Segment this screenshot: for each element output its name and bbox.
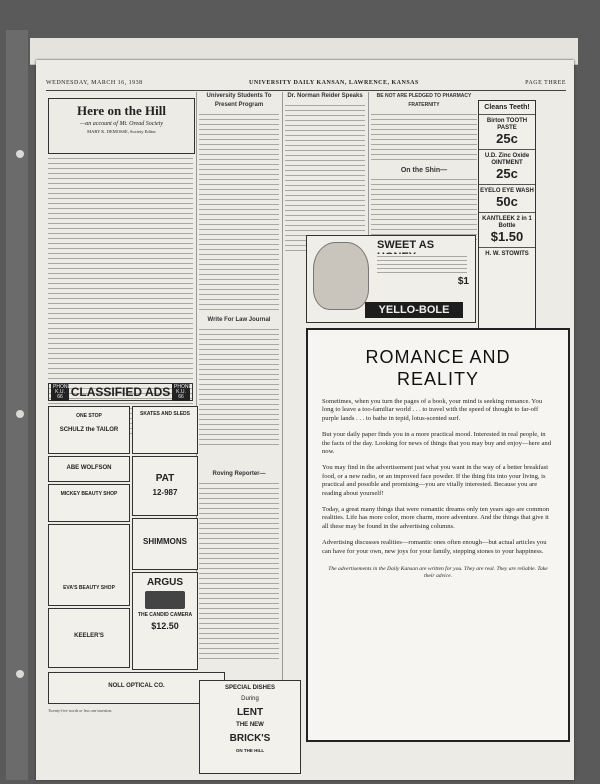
romance-title-line2: REALITY [396, 369, 480, 389]
drug-item-price: 25c [496, 131, 518, 146]
noll-label: NOLL OPTICAL CO. [108, 683, 165, 689]
pipe-ad-brand: YELLO-BOLE [365, 302, 463, 318]
camera-picture [145, 591, 185, 609]
col2-body-2 [199, 327, 279, 447]
header-page: PAGE THREE [525, 80, 566, 86]
binder-hole [16, 670, 24, 678]
romance-footer: The advertisements in the Daily Kansan are written for you. They are real. They are reliable. Take their advice. [328, 566, 548, 580]
romance-title [308, 346, 568, 390]
binder-hole [16, 150, 24, 158]
col4-body [371, 112, 477, 162]
special-line3: LENT [236, 707, 264, 718]
special-line2: During [241, 696, 259, 702]
header-masthead: UNIVERSITY DAILY KANSAN, LAWRENCE, KANSAS [248, 80, 419, 86]
drugstore-head-row [479, 101, 535, 115]
shimmons-ad [132, 518, 198, 570]
drug-item-name: Birton TOOTH PASTE [486, 118, 528, 131]
perms-number: 12-987 [152, 488, 178, 497]
shimmons-label: SHIMMONS [143, 537, 187, 546]
write-headline: Write For Law Journal [207, 317, 271, 323]
pat-label: PAT [155, 473, 175, 484]
abe-wolfson-ad [48, 456, 130, 482]
drugstore-head: Cleans Teeth! [484, 104, 530, 111]
column-3-lower [285, 235, 303, 665]
romance-paragraph: You may find in the advertisement just what you want in the way of a better breakfast food, or a new radio, or an improved face powder. If the thing fits into your living, is practical and possible and promising—you are vitally interested. Because you are reading about yourself! [322, 464, 549, 497]
mickey-beauty-ad [48, 484, 130, 522]
argus-price: $12.50 [151, 621, 179, 631]
column-4 [371, 92, 477, 242]
drug-item-name: U.D. Zinc Oxide OINTMENT [484, 153, 530, 166]
candid-label: THE CANDID CAMERA [137, 612, 193, 618]
classified-title: CLASSIFIED ADS [70, 385, 171, 399]
col4-headline: BE NOT ARE PLEDGED TO PHARMACY FRATERNITY [376, 93, 472, 108]
col3-body [285, 103, 365, 253]
roving-reporter-column [199, 470, 279, 670]
skates-ad [132, 406, 198, 454]
roving-headline: Roving Reporter— [212, 471, 266, 477]
here-on-hill-editor: MARY K. DEMOSSE, Society Editor [87, 129, 156, 134]
mickey-label: MICKEY BEAUTY SHOP [60, 491, 118, 497]
pipe-ad-headline: SWEET AS [377, 239, 435, 251]
schulz-label: SCHULZ the TAILOR [59, 427, 119, 433]
col4-body-2 [371, 177, 477, 242]
pipe-ad-price: $1 [457, 276, 469, 287]
column-rule [282, 92, 283, 742]
roving-body [199, 481, 279, 661]
romance-reality-ad [306, 328, 570, 742]
here-on-hill-box [48, 98, 195, 154]
header-date: WEDNESDAY, MARCH 16, 1938 [46, 80, 143, 86]
romance-paragraph: Today, a great many things that were romantic dreams only ten years ago are common realities. Life has more color, more charm, more adventure. And the things that give it all these may be found in the advertising columns. [322, 506, 550, 530]
classified-phone-right: PHONE K.U. 66 [174, 383, 192, 400]
one-stop-ad [48, 406, 130, 454]
woman-illustration [313, 242, 369, 310]
pipe-ad [306, 235, 476, 323]
drug-item-price: 50c [496, 194, 518, 209]
drugstore-ad [478, 100, 536, 338]
special-line4: THE NEW [236, 722, 264, 728]
on-shin-headline: On the Shin— [400, 167, 448, 174]
drug-item [479, 185, 535, 213]
drug-item-name: KANTLEEK 2 in 1 Bottle [482, 216, 532, 229]
special-line5: BRICK'S [229, 733, 271, 744]
special-line6: ON THE HILL [235, 748, 265, 753]
romance-paragraph: Sometimes, when you turn the pages of a book, your mind is seeking romance. You long to leave a too-familiar world . . . to travel with the speed of thought to far-off purple lands . . . to bathe in tepid, lotus-scented surf. [322, 398, 543, 422]
col2-body [199, 112, 279, 312]
special-dishes-ad [199, 680, 301, 774]
abe-wolfson-label: ABE WOLFSON [66, 465, 112, 471]
romance-paragraph: Advertising discusses realities—romantic ones often enough—but actual articles you can have for your own, new joys for your family, stepping stones to your happiness. [322, 539, 547, 555]
binder-strip [6, 30, 28, 780]
romance-paragraph: But your daily paper finds you in a more practical mood. Interested in real people, in the facts of the day. Looking for news of things that you may buy and enjoy—here and now. [322, 431, 552, 456]
here-on-hill-title: Here on the Hill [77, 103, 166, 118]
eva-label: EVA'S BEAUTY SHOP [63, 585, 115, 591]
classified-phone-left: PHONE K.U. 66 [53, 383, 71, 400]
one-stop-label: ONE STOP [76, 413, 102, 419]
argus-label: ARGUS [146, 577, 184, 588]
classified-ads-banner [48, 383, 193, 401]
romance-title-line1: ROMANCE AND [365, 347, 511, 367]
skates-label: SKATES AND SLEDS [139, 411, 190, 417]
here-on-hill-subtitle: —an account of Mt. Oread Society [79, 121, 164, 127]
drug-item-name: EYELO EYE WASH [480, 188, 534, 194]
pipe-ad-copy [377, 254, 467, 274]
argus-ad [132, 572, 198, 670]
column-2 [199, 92, 279, 462]
pat-hose-ad [132, 456, 198, 516]
page-header [46, 80, 566, 91]
eva-beauty-ad [48, 524, 130, 606]
binder-hole [16, 410, 24, 418]
drug-item-price: 25c [496, 166, 518, 181]
drug-item [479, 115, 535, 150]
special-line1: SPECIAL DISHES [225, 685, 275, 691]
drug-item-price: $1.50 [490, 229, 524, 244]
drug-item [479, 213, 535, 248]
keeler-ad [48, 608, 130, 668]
drugstore-name-row [479, 248, 535, 261]
drug-item [479, 150, 535, 185]
newspaper-page [36, 60, 574, 780]
col2-headline: University Students To Present Program [206, 93, 272, 108]
classified-footnote: Twenty-five words or less one insertion. [48, 708, 113, 713]
drugstore-name: H. W. STOWITS [485, 251, 529, 257]
col3-headline: Dr. Norman Reider Speaks [287, 93, 363, 99]
keeler-label: KEELER'S [74, 633, 104, 639]
